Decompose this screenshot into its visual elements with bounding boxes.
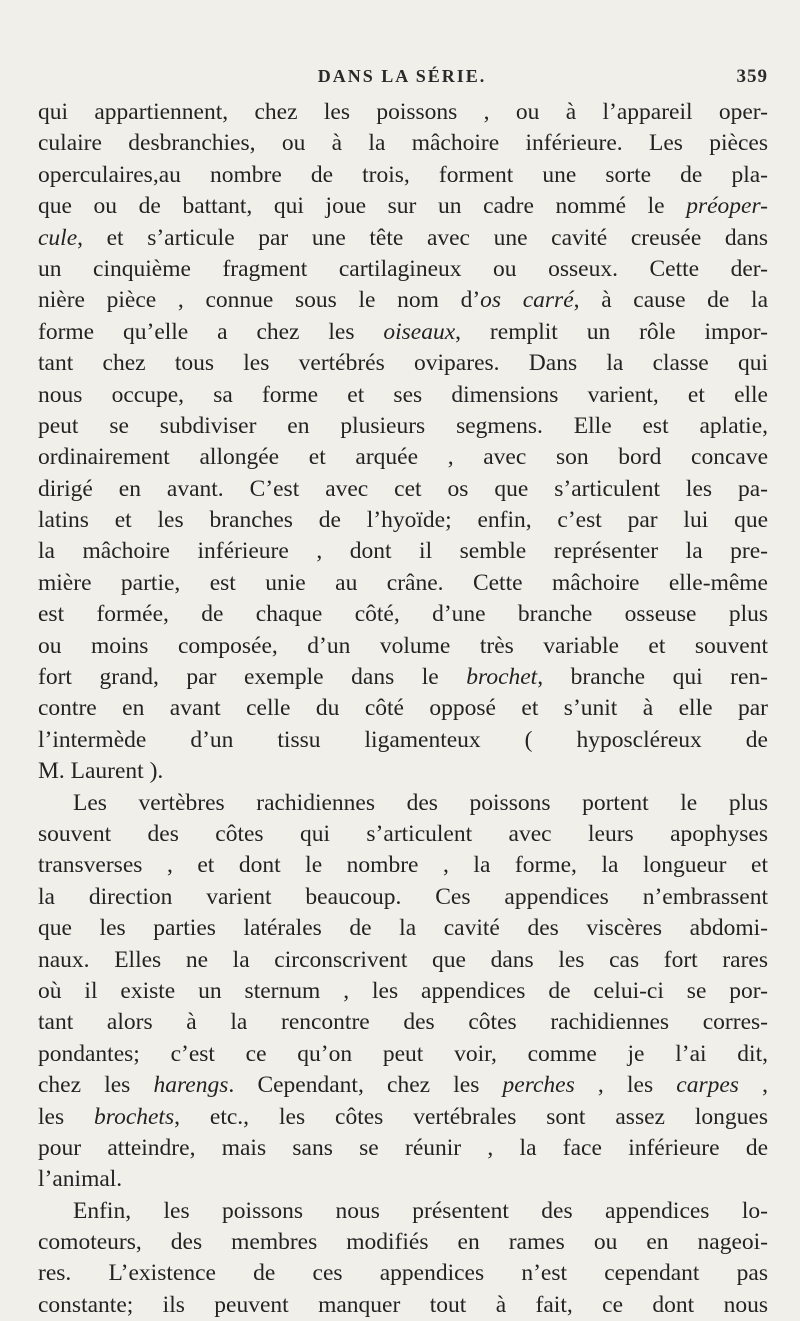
text-line: tant alors à la rencontre des côtes rachidiennes corres- xyxy=(38,1009,768,1036)
text-line: un cinquième fragment cartilagineux ou osseux. Cette der- xyxy=(38,255,768,282)
text-line: la direction varient beaucoup. Ces appendices n’embrassent xyxy=(38,883,768,910)
text-line: dirigé en avant. C’est avec cet os que s’articulent les pa- xyxy=(38,475,768,502)
text-line: souvent des côtes qui s’articulent avec leurs apophyses xyxy=(38,820,768,847)
text-line: res. L’existence de ces appendices n’est cependant pas xyxy=(38,1260,768,1287)
text-line: operculaires,au nombre de trois, forment une sorte de pla- xyxy=(38,161,768,188)
text-line: ou moins composée, d’un volume très variable et souvent xyxy=(38,632,768,659)
text-line: mière partie, est unie au crâne. Cette mâchoire elle-même xyxy=(38,569,768,596)
text-line: pondantes; c’est ce qu’on peut voir, comme je l’ai dit, xyxy=(38,1040,768,1067)
text-line: l’intermède d’un tissu ligamenteux ( hyposcléreux de xyxy=(38,726,768,753)
text-line: qui appartiennent, chez les poissons , ou à l’appareil oper- xyxy=(38,99,768,125)
text-line: est formée, de chaque côté, d’une branche osseuse plus xyxy=(38,601,768,628)
text-line: fort grand, par exemple dans le brochet, branche qui ren- xyxy=(38,664,768,691)
text-line: peut se subdiviser en plusieurs segmens. Elle est aplatie, xyxy=(38,412,768,439)
text-line: naux. Elles ne la circonscrivent que dans les cas fort rares xyxy=(38,946,768,973)
text-line: que ou de battant, qui joue sur un cadre nommé le préoper- xyxy=(38,193,768,220)
text-line: latins et les branches de l’hyoïde; enfin, c’est par lui que xyxy=(38,507,768,534)
text-line: que les parties latérales de la cavité des viscères abdomi- xyxy=(38,915,768,942)
text-line: constante; ils peuvent manquer tout à fait, ce dont nous xyxy=(38,1291,768,1318)
text-line: M. Laurent ). xyxy=(38,758,164,785)
text-line: Enfin, les poissons nous présentent des appendices lo- xyxy=(73,1197,768,1224)
text-line: pour atteindre, mais sans se réunir , la face inférieure de xyxy=(38,1134,768,1161)
running-title: DANS LA SÉRIE. xyxy=(317,66,487,86)
text-line: comoteurs, des membres modifiés en rames ou en nageoi- xyxy=(38,1229,768,1256)
text-line: où il existe un sternum , les appendices de celui-ci se por- xyxy=(38,977,768,1004)
text-line: chez les harengs. Cependant, chez les perches , les carpes , xyxy=(38,1072,769,1099)
text-line: nière pièce , connue sous le nom d’os carré, à cause de la xyxy=(38,287,768,314)
text-line: cule, et s’articule par une tête avec une cavité creusée dans xyxy=(38,224,768,251)
text-line: forme qu’elle a chez les oiseaux, remplit un rôle impor- xyxy=(38,318,768,345)
text-line: ordinairement allongée et arquée , avec son bord concave xyxy=(38,444,768,471)
running-head xyxy=(36,66,768,92)
text-line: nous occupe, sa forme et ses dimensions varient, et elle xyxy=(38,381,768,408)
text-line: l’animal. xyxy=(38,1166,123,1193)
text-line: les brochets, etc., les côtes vertébrales sont assez longues xyxy=(38,1103,769,1130)
text-line: Les vertèbres rachidiennes des poissons portent le plus xyxy=(73,789,768,816)
text-line: la mâchoire inférieure , dont il semble représenter la pre- xyxy=(38,538,768,565)
text-line: transverses , et dont le nombre , la forme, la longueur et xyxy=(38,852,768,879)
page-number: 359 xyxy=(736,66,768,87)
text-line: contre en avant celle du côté opposé et s’unit à elle par xyxy=(38,695,768,722)
text-line: tant chez tous les vertébrés ovipares. Dans la classe qui xyxy=(38,350,768,377)
body-text xyxy=(38,97,768,1321)
text-line: culaire desbranchies, ou à la mâchoire inférieure. Les pièces xyxy=(38,130,768,157)
